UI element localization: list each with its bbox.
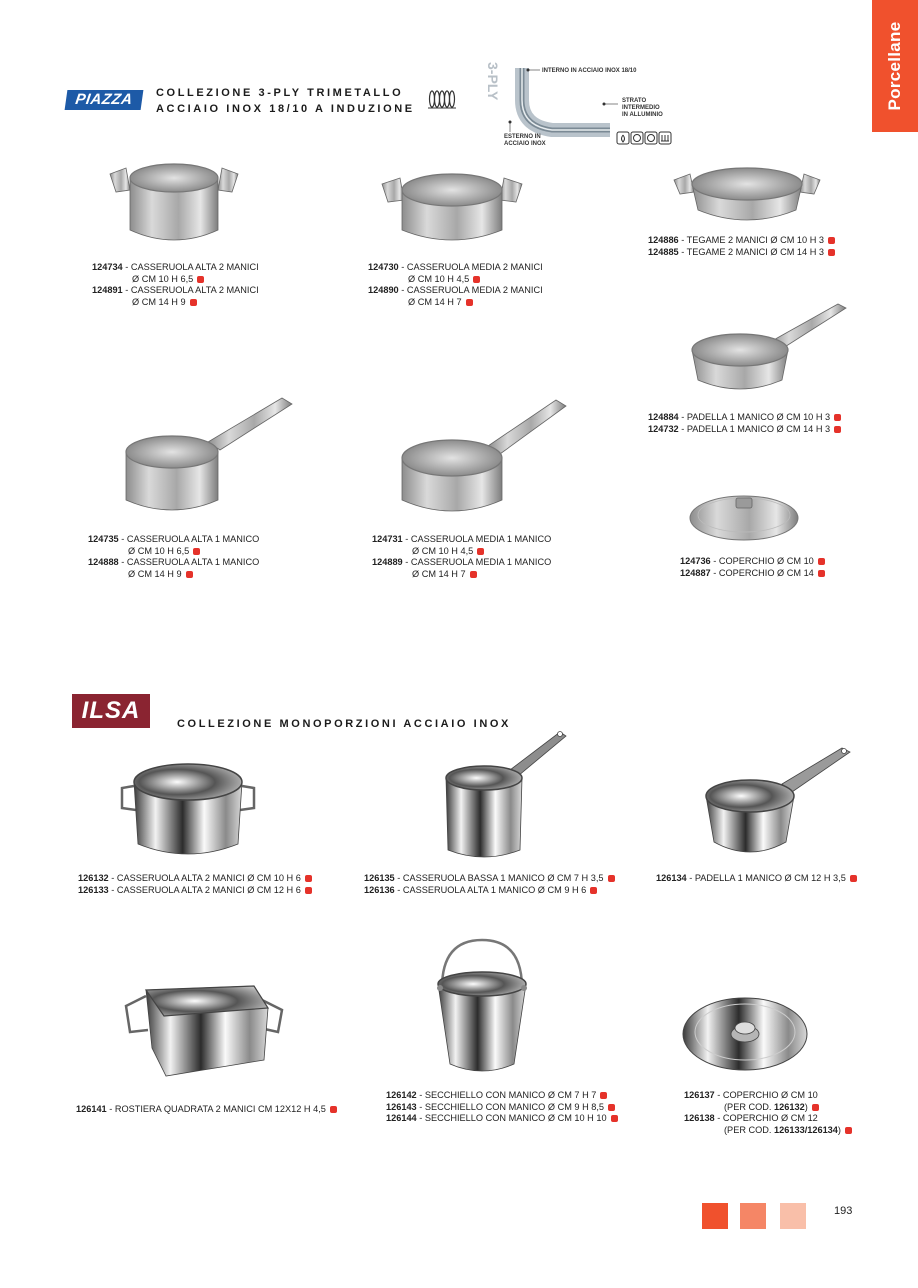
section-tab-label: Porcellane: [885, 21, 904, 111]
product-image-casseruola-alta-2-manici: [100, 150, 248, 250]
product-desc: - CASSERUOLA ALTA 1 MANICO: [118, 534, 260, 544]
diagram-label-strato-1: STRATO: [622, 98, 647, 104]
product-image-ilsa-padella-1-manico: [700, 744, 854, 862]
product-desc: - CASSERUOLA ALTA 2 MANICI Ø CM 12 H 6: [108, 884, 301, 895]
product-size: Ø CM 10 H 4,5: [408, 273, 470, 284]
product-code: 124887: [680, 567, 711, 578]
availability-dot-icon: [197, 276, 204, 283]
piazza-logo: PIAZZA: [65, 90, 144, 110]
product-image-padella-1-manico: [684, 300, 850, 400]
availability-dot-icon: [305, 887, 312, 894]
diagram-label-esterno-2: ACCIAIO INOX: [504, 141, 546, 147]
product-caption-124730: [368, 262, 543, 308]
product-note: (PER COD.: [724, 1101, 775, 1112]
product-code: 124884: [648, 412, 679, 422]
product-desc: - CASSERUOLA MEDIA 1 MANICO: [402, 534, 552, 544]
product-caption-124735: [88, 534, 259, 580]
product-size: Ø CM 10 H 6,5: [132, 273, 194, 284]
product-caption-124884: [648, 412, 841, 435]
product-desc: - COPERCHIO Ø CM 14: [710, 567, 814, 578]
product-size: Ø CM 14 H 7: [412, 568, 466, 579]
product-note-code: 126132: [774, 1101, 805, 1112]
product-caption-126141: [76, 1104, 337, 1116]
product-code: 124735: [88, 534, 119, 544]
product-size: Ø CM 14 H 9: [132, 296, 186, 307]
product-desc: - PADELLA 1 MANICO Ø CM 12 H 3,5: [686, 873, 846, 883]
product-code: 124891: [92, 285, 123, 295]
product-code: 124889: [372, 557, 403, 567]
diagram-label-interno: INTERNO IN ACCIAIO INOX 18/10: [542, 68, 637, 74]
product-note: ): [837, 1124, 841, 1135]
product-code: 126133: [78, 884, 109, 895]
product-desc: - CASSERUOLA ALTA 1 MANICO: [118, 557, 260, 567]
induction-coil-icon: [428, 88, 456, 110]
ilsa-logo: ILSA: [72, 694, 150, 728]
product-image-casseruola-media-2-manici: [378, 160, 526, 252]
availability-dot-icon: [828, 249, 835, 256]
availability-dot-icon: [190, 299, 197, 306]
diagram-label-esterno-1: ESTERNO IN: [504, 134, 541, 140]
product-code: 124890: [368, 285, 399, 295]
product-desc: - TEGAME 2 MANICI Ø CM 14 H 3: [678, 246, 824, 257]
product-desc: - TEGAME 2 MANICI Ø CM 10 H 3: [678, 235, 824, 245]
availability-dot-icon: [466, 299, 473, 306]
section-tab-porcellane[interactable]: [872, 0, 918, 132]
product-caption-124886: [648, 235, 835, 258]
product-code: 124885: [648, 246, 679, 257]
product-size: Ø CM 10 H 4,5: [412, 545, 474, 556]
availability-dot-icon: [193, 548, 200, 555]
product-caption-126142: [386, 1090, 618, 1125]
product-desc: - SECCHIELLO CON MANICO Ø CM 9 H 8,5: [416, 1101, 605, 1112]
availability-dot-icon: [470, 571, 477, 578]
product-image-coperchio: [688, 488, 800, 544]
availability-dot-icon: [608, 1104, 615, 1111]
product-code: 126134: [656, 873, 687, 883]
product-desc: - CASSERUOLA ALTA 2 MANICI: [122, 262, 259, 272]
product-code: 126137: [684, 1090, 715, 1100]
product-note: (PER COD.: [724, 1124, 775, 1135]
product-size: Ø CM 14 H 9: [128, 568, 182, 579]
availability-dot-icon: [834, 426, 841, 433]
three-ply-brand: 3-PLY: [485, 62, 501, 101]
product-code: 124886: [648, 235, 679, 245]
footer-swatch-dark: [702, 1203, 728, 1229]
product-caption-124736: [680, 556, 825, 579]
product-code: 126144: [386, 1113, 417, 1123]
product-code: 126143: [386, 1101, 417, 1112]
product-desc: - COPERCHIO Ø CM 10: [710, 556, 814, 566]
product-caption-124734: [92, 262, 259, 308]
product-image-ilsa-casseruola-1-manico: [440, 726, 572, 862]
product-desc: - SECCHIELLO CON MANICO Ø CM 7 H 7: [416, 1090, 597, 1100]
product-code: 126142: [386, 1090, 417, 1100]
availability-dot-icon: [850, 875, 857, 882]
product-note-code: 126133/126134: [774, 1124, 838, 1135]
availability-dot-icon: [477, 548, 484, 555]
cooktop-compatibility-icons: [616, 130, 672, 146]
piazza-collection-title-line2: ACCIAIO INOX 18/10 A INDUZIONE: [156, 103, 415, 115]
product-desc: - CASSERUOLA ALTA 2 MANICI: [122, 285, 259, 295]
product-code: 124734: [92, 262, 123, 272]
availability-dot-icon: [600, 1092, 607, 1099]
product-image-casseruola-media-1-manico: [396, 396, 572, 526]
footer-swatch-light: [780, 1203, 806, 1229]
availability-dot-icon: [330, 1106, 337, 1113]
product-desc: - PADELLA 1 MANICO Ø CM 10 H 3: [678, 412, 831, 422]
product-desc: - CASSERUOLA ALTA 1 MANICO Ø CM 9 H 6: [394, 884, 587, 895]
product-caption-126134: [656, 873, 857, 885]
product-desc: - CASSERUOLA MEDIA 2 MANICI: [398, 262, 543, 272]
product-size: Ø CM 14 H 7: [408, 296, 462, 307]
product-desc: - CASSERUOLA MEDIA 2 MANICI: [398, 285, 543, 295]
product-image-ilsa-casseruola-2-manici: [118, 758, 258, 862]
availability-dot-icon: [845, 1127, 852, 1134]
availability-dot-icon: [818, 558, 825, 565]
three-ply-diagram: [482, 60, 682, 152]
product-caption-126135: [364, 873, 615, 896]
ilsa-collection-title: COLLEZIONE MONOPORZIONI ACCIAIO INOX: [177, 718, 511, 730]
product-note: ): [804, 1101, 808, 1112]
product-desc: - SECCHIELLO CON MANICO Ø CM 10 H 10: [416, 1113, 607, 1123]
page-number: 193: [834, 1205, 853, 1217]
availability-dot-icon: [834, 414, 841, 421]
availability-dot-icon: [473, 276, 480, 283]
product-desc: - CASSERUOLA MEDIA 1 MANICO: [402, 557, 552, 567]
product-image-tegame-2-manici: [672, 158, 822, 228]
availability-dot-icon: [611, 1115, 618, 1122]
footer-swatch-medium: [740, 1203, 766, 1229]
product-caption-126137: [684, 1090, 852, 1136]
product-code: 124732: [648, 423, 679, 434]
availability-dot-icon: [812, 1104, 819, 1111]
product-desc: - COPERCHIO Ø CM 12: [714, 1113, 818, 1123]
product-code: 124736: [680, 556, 711, 566]
product-code: 126141: [76, 1104, 107, 1114]
product-image-ilsa-rostiera-quadrata: [124, 972, 284, 1080]
availability-dot-icon: [590, 887, 597, 894]
product-desc: - CASSERUOLA ALTA 2 MANICI Ø CM 10 H 6: [108, 873, 301, 883]
availability-dot-icon: [828, 237, 835, 244]
product-code: 126136: [364, 884, 395, 895]
product-code: 126132: [78, 873, 109, 883]
product-size: Ø CM 10 H 6,5: [128, 545, 190, 556]
diagram-label-strato-2: INTERMEDIO: [622, 105, 660, 111]
piazza-collection-title-line1: COLLEZIONE 3-PLY TRIMETALLO: [156, 87, 404, 99]
availability-dot-icon: [608, 875, 615, 882]
product-code: 126138: [684, 1113, 715, 1123]
product-image-ilsa-secchiello: [432, 938, 532, 1078]
product-caption-124731: [372, 534, 551, 580]
product-image-ilsa-coperchio: [680, 990, 810, 1074]
product-image-casseruola-alta-1-manico: [118, 396, 298, 518]
product-desc: - COPERCHIO Ø CM 10: [714, 1090, 818, 1100]
product-caption-126132: [78, 873, 312, 896]
product-code: 124731: [372, 534, 403, 544]
product-desc: - PADELLA 1 MANICO Ø CM 14 H 3: [678, 423, 831, 434]
availability-dot-icon: [186, 571, 193, 578]
diagram-label-strato-3: IN ALLUMINIO: [622, 112, 663, 118]
product-desc: - CASSERUOLA BASSA 1 MANICO Ø CM 7 H 3,5: [394, 873, 604, 883]
availability-dot-icon: [818, 570, 825, 577]
product-desc: - ROSTIERA QUADRATA 2 MANICI CM 12X12 H 4,5: [106, 1104, 326, 1114]
product-code: 126135: [364, 873, 395, 883]
product-code: 124888: [88, 557, 119, 567]
availability-dot-icon: [305, 875, 312, 882]
product-code: 124730: [368, 262, 399, 272]
